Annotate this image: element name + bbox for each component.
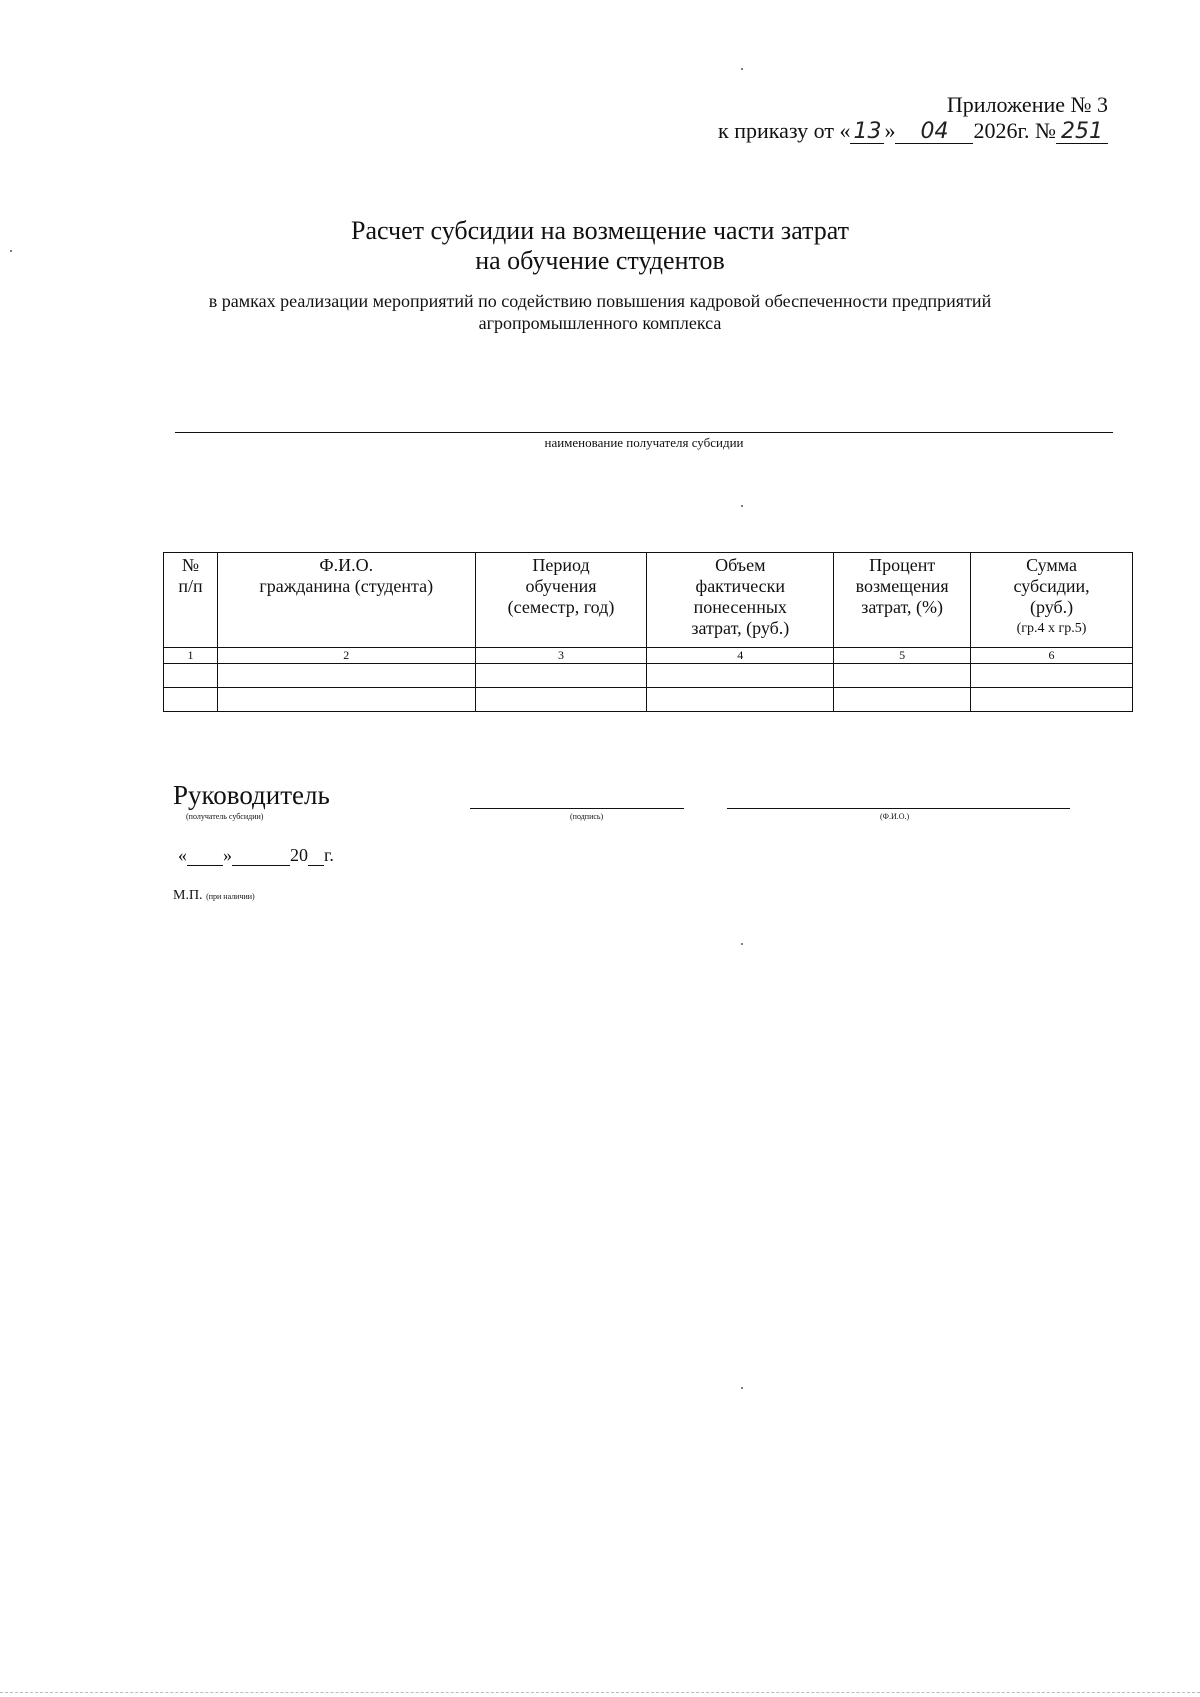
day-blank [187,847,223,866]
table-cell [647,664,834,688]
header-text: Объем [715,555,766,575]
title-line-1: Расчет субсидии на возмещение части затрат [351,216,849,245]
table-cell [217,664,475,688]
header-text: затрат, (руб.) [691,618,790,638]
subsidy-table [163,552,1133,712]
header-percent [834,553,971,648]
date-close: » [223,845,232,865]
header-text: Сумма [1026,555,1078,575]
document-title [0,216,1200,276]
header-text: Период [532,555,590,575]
appendix-header [718,92,1108,144]
order-number-handwritten: 251 [1056,121,1108,144]
column-number: 2 [217,648,475,664]
order-reference [718,118,1108,144]
header-number [164,553,218,648]
order-month-handwritten: 04 [895,121,973,144]
header-text: № [181,555,200,575]
header-expenses [647,553,834,648]
year-suffix: г. [324,845,334,865]
table-row [164,664,1133,688]
stamp-note: (при наличии) [206,892,255,901]
scan-speck [741,68,743,70]
stamp-place [173,888,255,904]
table-cell [475,688,647,712]
table-cell [834,688,971,712]
signature-line [470,808,684,809]
column-number: 3 [475,648,647,664]
header-subsidy-sum [971,553,1133,648]
table-cell [164,688,218,712]
header-text: (руб.) [1029,597,1074,617]
column-number: 5 [834,648,971,664]
column-number: 4 [647,648,834,664]
header-text: гражданина (студента) [259,576,434,596]
order-prefix: к приказу от « [718,118,851,143]
table-cell [971,664,1133,688]
column-number: 6 [971,648,1133,664]
scan-speck [741,505,743,507]
document-subtitle: в рамках реализации мероприятий по содействию повышения кадровой обеспеченности предприятий агропромышленного комплекса [208,291,992,333]
month-blank [232,847,290,866]
header-text: (семестр, год) [507,597,615,617]
scan-speck [741,943,743,945]
table-cell [971,688,1133,712]
scan-speck [741,1387,743,1389]
table-cell [834,664,971,688]
recipient-caption: наименование получателя субсидии [544,435,744,450]
signature-caption: (подпись) [570,812,604,821]
header-text: Ф.И.О. [319,555,374,575]
header-fio [217,553,475,648]
header-text: Процент [869,555,936,575]
fio-caption: (Ф.И.О.) [880,812,910,821]
order-year: 2026г. № [973,118,1056,143]
year-blank [308,847,324,866]
header-text: обучения [525,576,597,596]
table-cell [164,664,218,688]
header-text: фактически [695,576,786,596]
header-text: затрат, (%) [861,597,944,617]
scan-edge [0,1692,1200,1693]
quote-close: » [884,118,896,143]
recipient-name-line [175,432,1113,433]
year-prefix: 20 [290,845,308,865]
header-text: возмещения [855,576,949,596]
stamp-label: М.П. [173,888,203,903]
header-text: п/п [178,576,203,596]
date-open: « [178,845,187,865]
fio-line [727,808,1070,809]
signature-date [178,845,334,866]
column-number: 1 [164,648,218,664]
order-day-handwritten: 13 [850,121,884,144]
table-cell [217,688,475,712]
header-text: понесенных [693,597,787,617]
header-period [475,553,647,648]
header-text: субсидии, [1013,576,1090,596]
header-note: (гр.4 х гр.5) [1016,621,1087,636]
appendix-title: Приложение № 3 [946,92,1108,117]
table-cell [475,664,647,688]
head-label: Руководитель [173,780,330,810]
column-number-row [164,648,1133,664]
table-row [164,688,1133,712]
table-header-row [164,553,1133,648]
title-line-2: на обучение студентов [475,246,725,275]
head-caption: (получатель субсидии) [186,812,264,821]
table-cell [647,688,834,712]
